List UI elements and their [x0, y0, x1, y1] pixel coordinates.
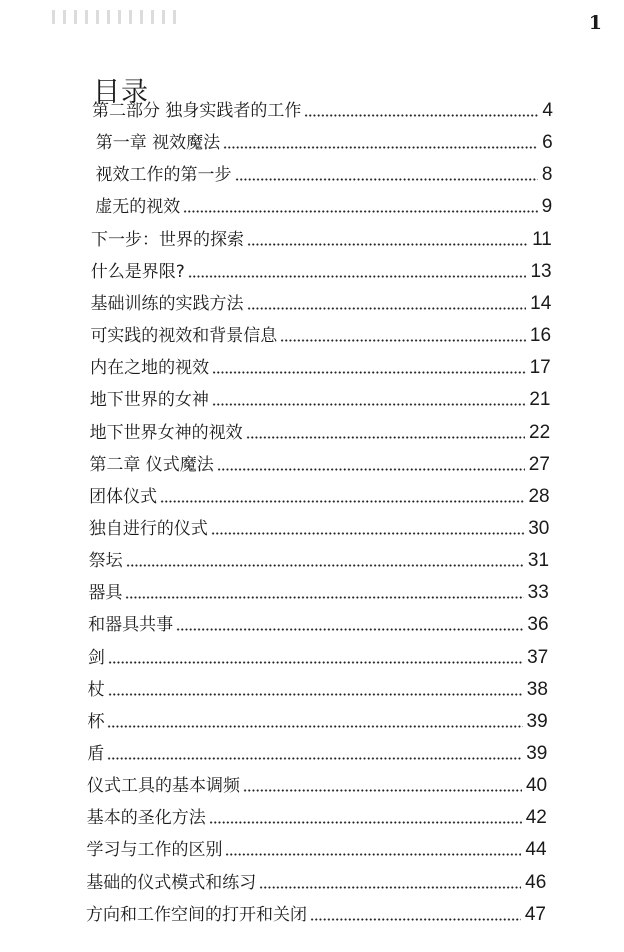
toc-entry [86, 866, 546, 894]
scan-smudge [52, 10, 182, 24]
dot-leader [235, 178, 538, 181]
toc-entry-page: 36 [527, 614, 549, 636]
dot-leader [280, 339, 526, 342]
toc-entry-page: 42 [525, 807, 547, 829]
toc-entry-page: 22 [529, 421, 551, 443]
toc-entry-label: 视效工作的第一步 [95, 165, 232, 186]
dot-leader [225, 853, 521, 856]
toc-entry-page: 27 [528, 453, 550, 475]
toc-entry-page: 44 [525, 839, 547, 861]
toc-entry-label: 学习与工作的区别 [86, 840, 223, 861]
toc-entry-label: 地下世界女神的视效 [89, 422, 243, 443]
toc-entry-page: 8 [541, 164, 553, 186]
dot-leader [212, 371, 526, 374]
toc-entry-label: 杖 [87, 679, 105, 700]
toc-entry-label: 地下世界的女神 [89, 390, 209, 411]
toc-entry [91, 223, 552, 251]
toc-entry-page: 6 [542, 132, 553, 154]
toc-entry [91, 287, 552, 315]
dot-leader [217, 468, 525, 471]
toc-entry-page: 37 [527, 646, 549, 668]
toc-entry [88, 673, 548, 701]
toc-entry-page: 16 [529, 325, 552, 347]
toc-entry [86, 833, 546, 861]
dot-leader [211, 532, 524, 535]
toc-entry-label: 基础训练的实践方法 [90, 293, 244, 314]
dot-leader [310, 918, 521, 921]
dot-leader [304, 114, 538, 117]
toc-entry [88, 576, 548, 604]
toc-entry-page: 47 [524, 903, 546, 925]
dot-leader [246, 436, 525, 439]
toc-entry-page: 4 [542, 100, 553, 121]
dot-leader [209, 821, 522, 824]
toc-entry-label: 可实践的视效和背景信息 [90, 326, 278, 347]
toc-entry-label: 基础的仪式模式和练习 [86, 872, 257, 893]
toc-entry [96, 158, 553, 186]
toc-entry-page: 38 [526, 678, 548, 700]
toc-entry-page: 9 [541, 196, 553, 218]
dot-leader [259, 886, 521, 889]
toc-entry-label: 独自进行的仪式 [88, 518, 208, 539]
toc-entry-page: 46 [525, 871, 547, 893]
toc-entry-page: 11 [532, 228, 552, 250]
page-title: 目录 [93, 77, 149, 109]
toc-entry-label: 第一章 视效魔法 [95, 133, 221, 154]
dot-leader [107, 725, 522, 728]
toc-entry-label: 基本的圣化方法 [86, 808, 206, 829]
toc-entry [88, 608, 548, 636]
toc-entry-label: 仪式工具的基本调频 [86, 776, 240, 797]
toc-entry-page: 39 [526, 710, 548, 732]
toc-entry [87, 769, 547, 797]
toc-entry [89, 448, 550, 476]
toc-entry-page: 33 [527, 582, 549, 604]
dot-leader [223, 146, 538, 149]
dot-leader [188, 275, 527, 278]
toc-entry-page: 13 [530, 260, 552, 282]
toc-entry [86, 898, 546, 926]
dot-leader [183, 210, 537, 213]
dot-leader [108, 693, 523, 696]
toc-entry-page: 17 [529, 357, 551, 379]
toc-entry-label: 杯 [87, 711, 105, 732]
toc-entry-page: 21 [529, 389, 551, 411]
dot-leader [160, 500, 524, 503]
toc-entry-label: 团体仪式 [89, 486, 158, 507]
toc-entry-label: 第二部分 独身实践者的工作 [92, 101, 302, 121]
toc-entry-label: 剑 [87, 647, 105, 668]
dot-leader [125, 596, 523, 599]
toc-entry [96, 126, 553, 154]
toc-entry-page: 30 [528, 517, 550, 539]
toc-entry-page: 40 [525, 775, 548, 797]
toc-entry-label: 第二章 仪式魔法 [89, 454, 214, 475]
dot-leader [176, 628, 523, 631]
toc-entry-label: 盾 [87, 744, 105, 764]
toc-entry-page: 31 [527, 550, 550, 572]
toc-entry [89, 544, 549, 572]
dot-leader [107, 757, 522, 760]
dot-leader [212, 403, 525, 406]
page-number: 1 [588, 12, 602, 34]
toc-entry-label: 和器具共事 [88, 615, 174, 636]
toc-entry [91, 255, 552, 283]
dot-leader [247, 243, 528, 246]
dot-leader [247, 307, 527, 310]
toc-entry [90, 383, 551, 411]
toc-entry-label: 下一步：世界的探索 [91, 229, 245, 250]
toc-entry-label: 方向和工作空间的打开和关闭 [86, 904, 307, 925]
toc-entry-page: 39 [526, 743, 548, 764]
toc-entry [92, 94, 553, 122]
toc-entry-page: 14 [530, 292, 552, 314]
dot-leader [108, 661, 523, 664]
toc-entry-label: 虚无的视效 [95, 197, 181, 218]
toc-entry-label: 什么是界限? [90, 261, 185, 282]
toc-entry [87, 737, 547, 765]
toc-entry [88, 641, 548, 669]
toc-entry-label: 内在之地的视效 [90, 358, 210, 379]
toc-entry-label: 器具 [88, 583, 123, 604]
toc-entry [95, 190, 552, 218]
toc-entry [87, 801, 547, 829]
dot-leader [126, 564, 524, 567]
toc-entry [90, 416, 551, 444]
toc-entry-page: 28 [528, 485, 550, 507]
toc-entry [90, 351, 551, 379]
dot-leader [243, 789, 522, 792]
toc-entry [87, 705, 547, 733]
toc-entry-label: 祭坛 [88, 551, 123, 572]
toc-entry [89, 480, 550, 508]
toc-entry [90, 319, 551, 347]
toc-entry [89, 512, 549, 540]
